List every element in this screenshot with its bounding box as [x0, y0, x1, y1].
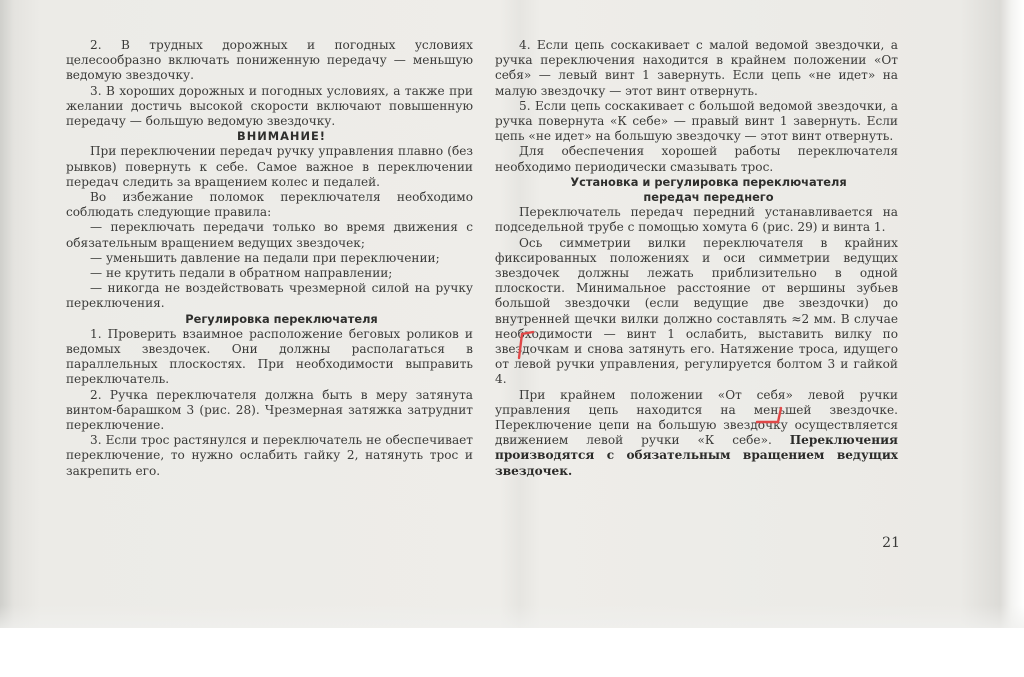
paragraph: Во избежание поломок переключателя необходимо соблюдать следующие правила:: [66, 190, 473, 220]
pencil-bracket-mark: [514, 328, 538, 362]
page-number: 21: [882, 535, 900, 551]
pencil-underline-mark: [752, 402, 788, 428]
list-item: 5. Если цепь соскакивает с большой ведомой звездочки, а ручка повернута «К себе» — правый винт 1 завернуть. Если цепь «не идет» на большую звездочку — этот винт отвернуть.: [495, 98, 898, 144]
list-item: — уменьшить давление на педали при переключении;: [90, 250, 440, 265]
paragraph: 3. В хороших дорожных и погодных условиях, а также при желании достичь высокой скорости включают повышенную передачу — большую ведомую звездочку.: [66, 83, 473, 129]
paragraph: Переключатель передач передний устанавливается на подседельной трубе с помощью хомута 6 (рис. 29) и винта 1.: [495, 205, 898, 235]
paragraph-text: При крайнем положении «От себя» левой ручки управления цепь находится на меньшей звездочке. Переключение цепи на большую звездочку осуществляется движением левой ручки «К себе».: [495, 387, 898, 448]
warning-heading: ВНИМАНИЕ!: [237, 129, 326, 144]
right-column: [495, 38, 898, 479]
scan-margin: [0, 628, 1024, 677]
paragraph: 2. В трудных дорожных и погодных условиях целесообразно включать пониженную передачу — меньшую ведомую звездочку.: [66, 38, 473, 83]
list-item: — никогда не воздействовать чрезмерной силой на ручку переключения.: [66, 281, 473, 311]
list-item: — не крутить педали в обратном направлении;: [90, 266, 393, 281]
list-item: 3. Если трос растянулся и переключатель не обеспечивает переключение, то нужно ослабить гайку 2, натянуть трос и закрепить его.: [66, 433, 473, 478]
left-column: [66, 38, 473, 479]
list-item: 4. Если цепь соскакивает с малой ведомой звездочки, а ручка переключения находится в крайнем положении «От себя» — левый винт 1 завернуть. Если цепь «не идет» на малую звездочку — этот винт отвернуть.: [495, 38, 898, 98]
paragraph: При переключении передач ручку управления плавно (без рывков) повернуть к себе. Самое важное в переключении передач следить за вращением колес и педалей.: [66, 144, 473, 189]
emphasized-text: Переключения производятся с обязательным вращением ведущих звездочек.: [495, 433, 898, 478]
paragraph: [495, 388, 898, 479]
section-heading: Установка и регулировка переключателя: [570, 174, 847, 189]
paragraph: Ось симметрии вилки переключателя в крайних фиксированных положениях и оси симметрии ведущих звездочек должны лежать приблизительно в одной плоскости. Минимальное расстояние от вершины зубьев большой звездочки (если ведущие две звездочки) до внутренней щечки вилки должно составлять ≈2 мм. В случае необходимости — винт 1 ослабить, выставить вилку по звездочкам и снова затянуть его. Натяжение троса, идущего от левой ручки управления, регулируется болтом 3 и гайкой 4.: [495, 235, 898, 387]
list-item: — переключать передачи только во время движения с обязательным вращением ведущих звездочек;: [66, 220, 473, 250]
paragraph: Для обеспечения хорошей работы переключателя необходимо периодически смазывать трос.: [495, 144, 898, 174]
list-item: 2. Ручка переключателя должна быть в меру затянута винтом-барашком 3 (рис. 28). Чрезмерная затяжка затруднит переключение.: [66, 387, 473, 433]
list-item: 1. Проверить взаимное расположение беговых роликов и ведомых звездочек. Они должны располагаться в параллельных плоскостях. При необходимости выправить переключатель.: [66, 326, 473, 387]
section-heading: Регулировка переключателя: [185, 311, 378, 326]
section-heading-continued: передач переднего: [643, 190, 774, 205]
